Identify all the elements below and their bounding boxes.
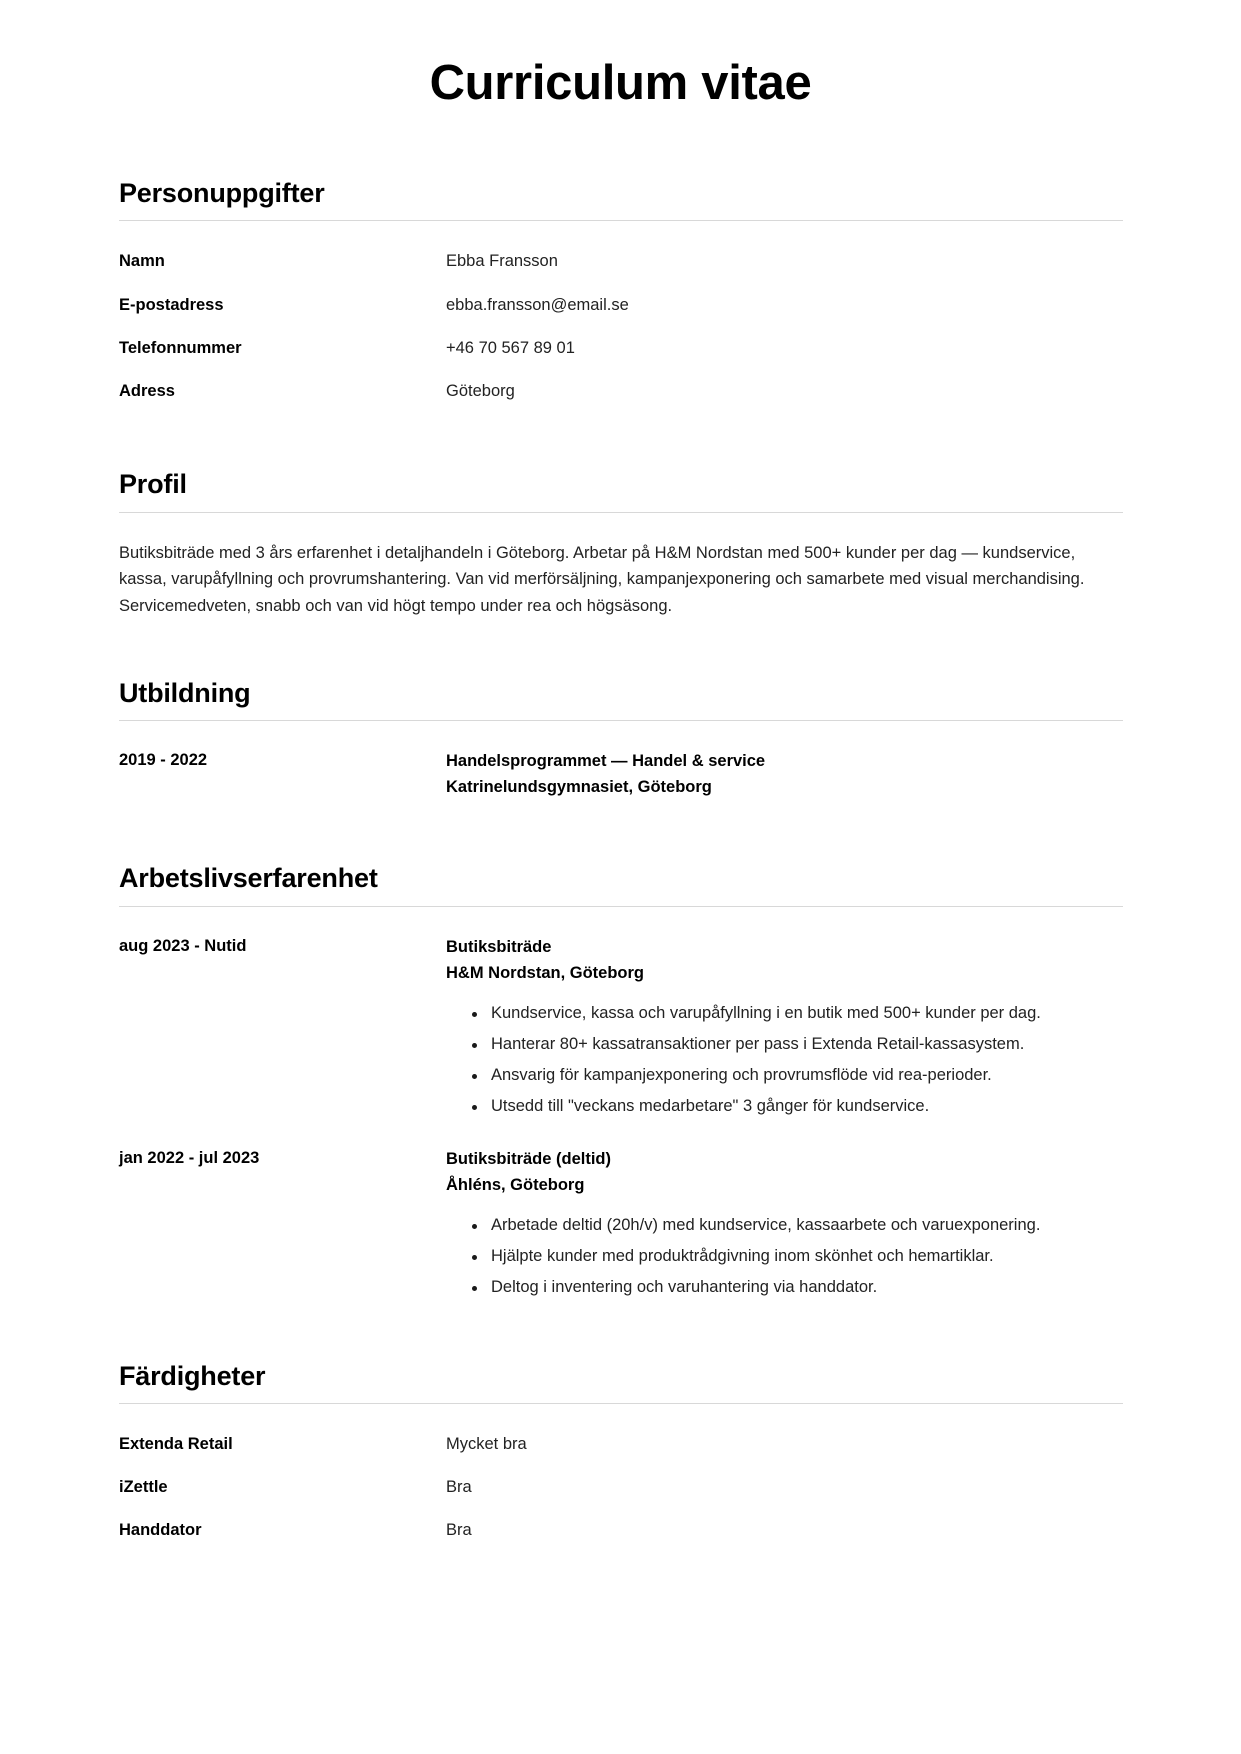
detail-value: +46 70 567 89 01: [446, 338, 575, 357]
experience-entry: [119, 1146, 1123, 1300]
detail-label: Namn: [119, 252, 165, 271]
section-divider: [119, 512, 1123, 513]
section-divider: [119, 720, 1123, 721]
experience-job-title: Butiksbiträde (deltid): [446, 1149, 612, 1168]
page-bottom-spacer: [119, 1542, 1123, 1662]
skill-name: iZettle: [119, 1478, 168, 1497]
experience-entry-body: [446, 1146, 1123, 1300]
experience-date-range: aug 2023 - Nutid: [119, 936, 247, 955]
detail-value: ebba.fransson@email.se: [446, 295, 629, 314]
education-entry: [119, 748, 1123, 800]
profile-summary-text: Butiksbiträde med 3 års erfarenhet i detaljhandeln i Göteborg. Arbetar på H&M Nordstan med 500+ kunder per dag — kundservice, kassa, varupåfyllning och provrumshantering. Van vid merförsäljning, kampanjexponering och samarbete med visual merchandising. Servicemedveten, snabb och van vid högt tempo under rea och högsäsong.: [119, 543, 1085, 616]
experience-employer: Åhléns, Göteborg: [446, 1175, 585, 1194]
section-profile: [119, 468, 1123, 620]
skill-level: Mycket bra: [446, 1434, 527, 1453]
experience-bullet: Hanterar 80+ kassatransaktioner per pass i Extenda Retail-kassasystem.: [472, 1033, 1123, 1064]
skill-level: Bra: [446, 1521, 472, 1540]
skill-row: [119, 1476, 1123, 1519]
education-entry-body: [446, 748, 1123, 800]
detail-row: [119, 294, 1123, 337]
education-program: Handelsprogrammet — Handel & service: [446, 752, 766, 771]
section-skills: [119, 1360, 1123, 1542]
experience-bullet: Arbetade deltid (20h/v) med kundservice, kassaarbete och varuexponering.: [472, 1214, 1123, 1245]
skill-row: [119, 1433, 1123, 1476]
experience-job-title: Butiksbiträde: [446, 937, 552, 956]
section-divider: [119, 906, 1123, 907]
section-divider: [119, 1403, 1123, 1404]
detail-value: Ebba Fransson: [446, 252, 558, 271]
page-title: Curriculum vitae: [429, 56, 812, 110]
experience-date-range: jan 2022 - jul 2023: [119, 1148, 260, 1167]
personal-details-list: [119, 250, 1123, 402]
detail-row: [119, 250, 1123, 293]
skill-row: [119, 1519, 1123, 1541]
experience-bullet: Hjälpte kunder med produktrådgivning inom skönhet och hemartiklar.: [472, 1245, 1123, 1276]
skill-name: Handdator: [119, 1521, 202, 1540]
experience-employer: H&M Nordstan, Göteborg: [446, 963, 644, 982]
education-school: Katrinelundsgymnasiet, Göteborg: [446, 778, 712, 797]
experience-entry-list: [119, 934, 1123, 1300]
experience-bullet: Kundservice, kassa och varupåfyllning i en butik med 500+ kunder per dag.: [472, 1002, 1123, 1033]
section-heading-skills: Färdigheter: [119, 1360, 266, 1391]
education-entry-list: [119, 748, 1123, 800]
section-heading-experience: Arbetslivserfarenhet: [119, 863, 378, 894]
section-heading-personal: Personuppgifter: [119, 177, 325, 208]
skill-name: Extenda Retail: [119, 1434, 233, 1453]
skill-level: Bra: [446, 1478, 472, 1497]
skills-list: [119, 1433, 1123, 1542]
detail-row: [119, 337, 1123, 380]
experience-bullet: Utsedd till "veckans medarbetare" 3 gånger för kundservice.: [472, 1095, 1123, 1119]
section-heading-education: Utbildning: [119, 677, 251, 708]
section-divider: [119, 220, 1123, 221]
section-heading-profile: Profil: [119, 469, 187, 500]
detail-row: [119, 380, 1123, 402]
cv-content: [118, 177, 1123, 1662]
experience-bullet: Ansvarig för kampanjexponering och provrumsflöde vid rea-perioder.: [472, 1064, 1123, 1095]
section-personal-details: [119, 177, 1123, 402]
experience-bullet: Deltog i inventering och varuhantering via handdator.: [472, 1276, 1123, 1300]
education-date-range: 2019 - 2022: [119, 751, 208, 770]
section-education: [119, 677, 1123, 801]
detail-label: E-postadress: [119, 295, 224, 314]
experience-entry-body: [446, 934, 1123, 1119]
detail-label: Telefonnummer: [119, 338, 242, 357]
detail-label: Adress: [119, 382, 175, 401]
experience-bullet-list: [446, 1214, 1123, 1300]
section-work-experience: [119, 862, 1123, 1299]
detail-value: Göteborg: [446, 382, 515, 401]
experience-entry: [119, 934, 1123, 1119]
experience-bullet-list: [446, 1002, 1123, 1119]
